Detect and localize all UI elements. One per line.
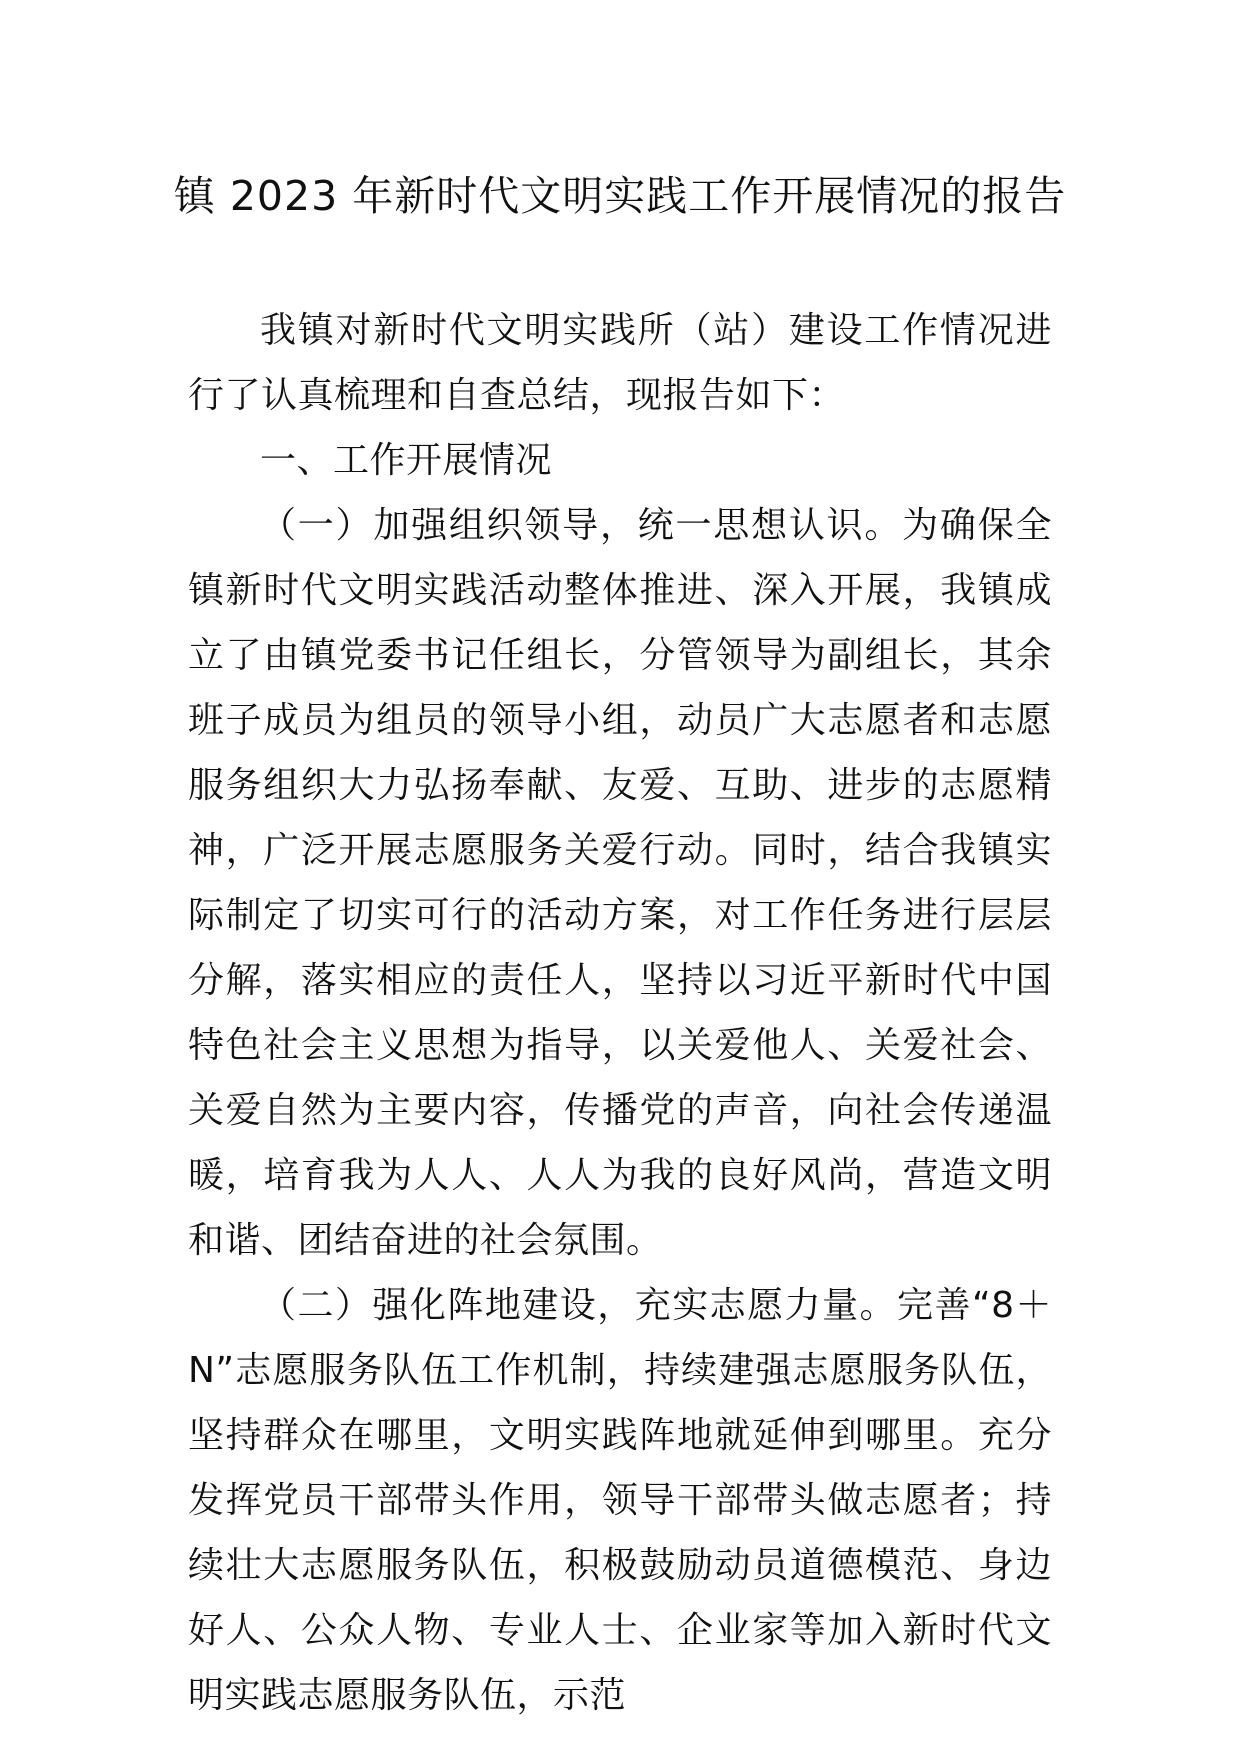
intro-paragraph: 我镇对新时代文明实践所（站）建设工作情况进行了认真梳理和自查总结，现报告如下： <box>188 310 1052 416</box>
document-title: 镇 2023 年新时代文明实践工作开展情况的报告 <box>173 172 1067 220</box>
subsection-paragraph-2: （二）强化阵地建设，充实志愿力量。完善“8＋N”志愿服务队伍工作机制，持续建强志愿服务队伍，坚持群众在哪里，文明实践阵地就延伸到哪里。充分发挥党员干部带头作用，领导干部带头做志愿者；持续壮大志愿服务队伍，积极鼓励动员道德模范、身边好人、公众人物、专业人士、企业家等加入新时代文明实践志愿服务队伍，示范 <box>188 1285 1052 1716</box>
document-body <box>188 298 1052 1728</box>
subsection-paragraph-1: （一）加强组织领导，统一思想认识。为确保全镇新时代文明实践活动整体推进、深入开展，我镇成立了由镇党委书记任组长，分管领导为副组长，其余班子成员为组员的领导小组，动员广大志愿者和志愿服务组织大力弘扬奉献、友爱、互助、进步的志愿精神，广泛开展志愿服务关爱行动。同时，结合我镇实际制定了切实可行的活动方案，对工作任务进行层层分解，落实相应的责任人，坚持以习近平新时代中国特色社会主义思想为指导，以关爱他人、关爱社会、关爱自然为主要内容，传播党的声音，向社会传递温暖，培育我为人人、人人为我的良好风尚，营造文明和谐、团结奋进的社会氛围。 <box>188 505 1052 1261</box>
section-heading: 一、工作开展情况 <box>260 440 553 481</box>
